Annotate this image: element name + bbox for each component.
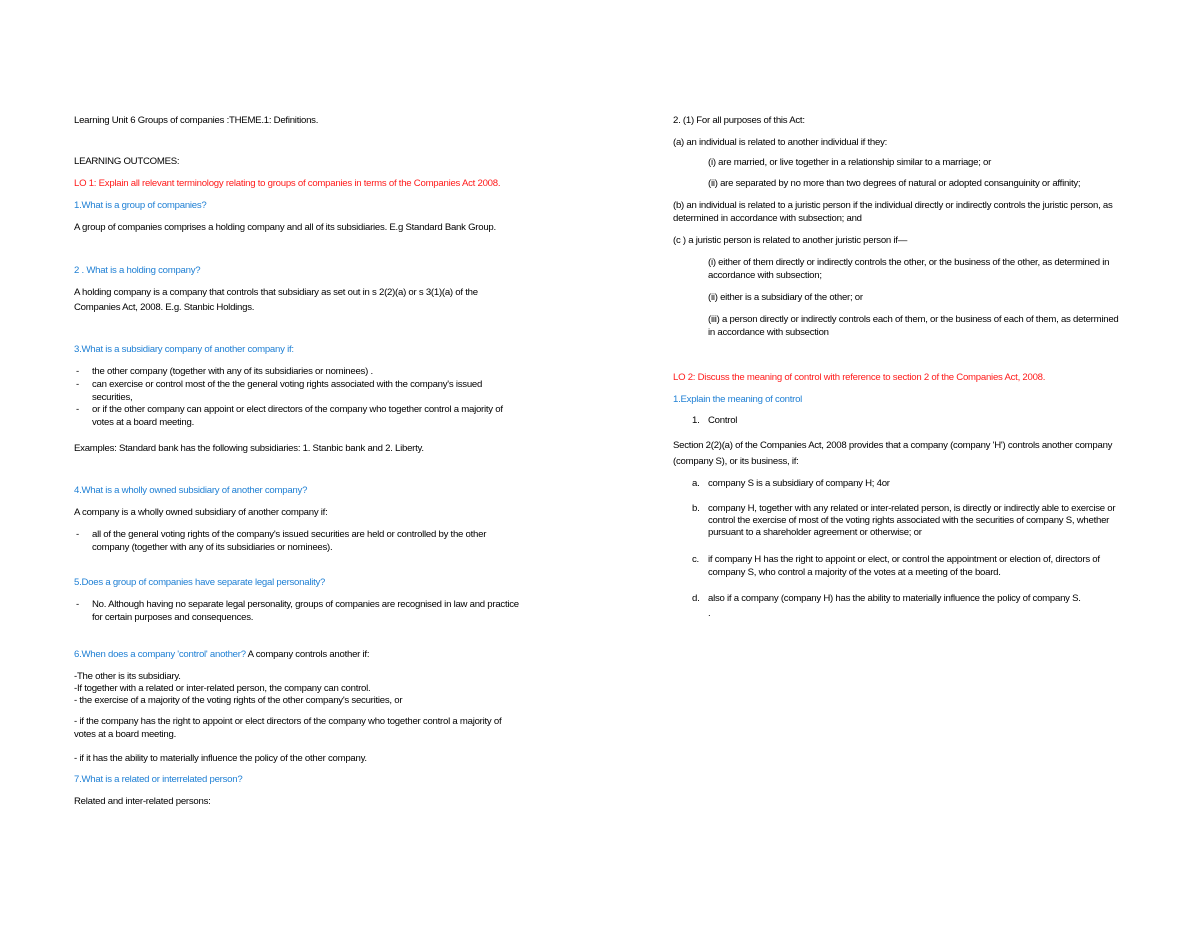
bullet-text: or if the other company can appoint or elect directors of the company who together control a majority of — [92, 404, 503, 415]
list-marker: b. — [692, 503, 700, 514]
question-6-line — [74, 649, 369, 661]
question-heading: 7.What is a related or interrelated person? — [74, 774, 243, 785]
answer-text: - if it has the ability to materially influence the policy of the other company. — [74, 753, 367, 764]
list-item-text: company H, together with any related or inter-related person, is directly or indirectly able to exercise or — [708, 503, 1116, 514]
act-text: (ii) are separated by no more than two degrees of natural or adopted consanguinity or affinity; — [708, 178, 1081, 189]
list-label: Control — [708, 415, 738, 426]
list-item-text: company S is a subsidiary of company H; 4or — [708, 478, 890, 489]
question-heading: 6.When does a company 'control' another? — [74, 649, 246, 660]
act-text: (a) an individual is related to another individual if they: — [673, 137, 888, 148]
act-text: 2. (1) For all purposes of this Act: — [673, 115, 805, 126]
act-text: (i) either of them directly or indirectly controls the other, or the business of the other, as determined in — [708, 257, 1110, 268]
bullet-text: the other company (together with any of its subsidiaries or nominees) . — [92, 366, 373, 377]
bullet-text: votes at a board meeting. — [92, 417, 195, 428]
question-heading: 5.Does a group of companies have separate legal personality? — [74, 577, 326, 588]
list-number: 1. — [692, 415, 700, 426]
bullet-dash: - — [76, 404, 79, 415]
examples-text: Examples: Standard bank has the following subsidiaries: 1. Stanbic bank and 2. Liberty. — [74, 443, 424, 454]
bullet-text: can exercise or control most of the the general voting rights associated with the company's issued — [92, 379, 483, 390]
act-text: (c ) a juristic person is related to another juristic person if— — [673, 235, 908, 246]
bullet-text: for certain purposes and consequences. — [92, 612, 254, 623]
trailing-dot: . — [708, 608, 711, 619]
question-heading: 1.Explain the meaning of control — [673, 394, 803, 405]
answer-text: Related and inter-related persons: — [74, 796, 211, 807]
bullet-dash: - — [76, 529, 79, 540]
list-marker: a. — [692, 478, 700, 489]
question-heading: 1.What is a group of companies? — [74, 200, 207, 211]
section-text: (company S), or its business, if: — [673, 456, 799, 467]
bullet-text: company (together with any of its subsidiaries or nominees). — [92, 542, 333, 553]
bullet-dash: - — [76, 599, 79, 610]
bullet-text: securities, — [92, 392, 133, 403]
list-item-text: pursuant to a shareholder agreement or otherwise; or — [708, 527, 922, 538]
act-text: (i) are married, or live together in a relationship similar to a marriage; or — [708, 157, 992, 168]
answer-text: A group of companies comprises a holding company and all of its subsidiaries. E.g Standard Bank Group. — [74, 222, 496, 233]
bullet-dash: - — [76, 379, 79, 390]
act-text: (iii) a person directly or indirectly controls each of them, or the business of each of them, as determined — [708, 314, 1119, 325]
list-item-text: also if a company (company H) has the ability to materially influence the policy of company S. — [708, 593, 1081, 604]
answer-text: Companies Act, 2008. E.g. Stanbic Holdings. — [74, 302, 255, 313]
act-text: in accordance with subsection — [708, 327, 829, 338]
outcomes-heading: LEARNING OUTCOMES: — [74, 156, 180, 167]
answer-text: A holding company is a company that controls that subsidiary as set out in s 2(2)(a) or s 3(1)(a) of the — [74, 287, 478, 298]
answer-text: - if the company has the right to appoint or elect directors of the company who together control a majority of — [74, 716, 502, 727]
learning-outcome-1: LO 1: Explain all relevant terminology relating to groups of companies in terms of the Companies Act 2008. — [74, 178, 501, 189]
doc-title: Learning Unit 6 Groups of companies :THEME.1: Definitions. — [74, 115, 319, 126]
answer-text: - the exercise of a majority of the voting rights of the other company's securities, or — [74, 695, 403, 706]
list-marker: c. — [692, 554, 699, 565]
question-heading: 3.What is a subsidiary company of another company if: — [74, 344, 294, 355]
question-heading: 4.What is a wholly owned subsidiary of another company? — [74, 485, 308, 496]
list-item-text: company S, who control a majority of the votes at a meeting of the board. — [708, 567, 1001, 578]
bullet-text: No. Although having no separate legal personality, groups of companies are recognised in law and practice — [92, 599, 519, 610]
section-text: Section 2(2)(a) of the Companies Act, 2008 provides that a company (company 'H') controls another company — [673, 440, 1113, 451]
bullet-dash: - — [76, 366, 79, 377]
act-text: (b) an individual is related to a juristic person if the individual directly or indirectly controls the juristic person, as — [673, 200, 1113, 211]
act-text: (ii) either is a subsidiary of the other; or — [708, 292, 863, 303]
list-item-text: control the exercise of most of the voting rights associated with the securities of company S, whether — [708, 515, 1110, 526]
act-text: determined in accordance with subsection; and — [673, 213, 862, 224]
answer-text: -If together with a related or inter-related person, the company can control. — [74, 683, 371, 694]
answer-text: A company controls another if: — [245, 649, 370, 660]
question-heading: 2 . What is a holding company? — [74, 265, 201, 276]
act-text: accordance with subsection; — [708, 270, 822, 281]
answer-text: A company is a wholly owned subsidiary of another company if: — [74, 507, 328, 518]
list-marker: d. — [692, 593, 700, 604]
learning-outcome-2: LO 2: Discuss the meaning of control with reference to section 2 of the Companies Act, 2008. — [673, 372, 1046, 383]
answer-text: votes at a board meeting. — [74, 729, 177, 740]
answer-text: -The other is its subsidiary. — [74, 671, 181, 682]
bullet-text: all of the general voting rights of the company's issued securities are held or controlled by the other — [92, 529, 487, 540]
list-item-text: if company H has the right to appoint or elect, or control the appointment or election of, directors of — [708, 554, 1100, 565]
